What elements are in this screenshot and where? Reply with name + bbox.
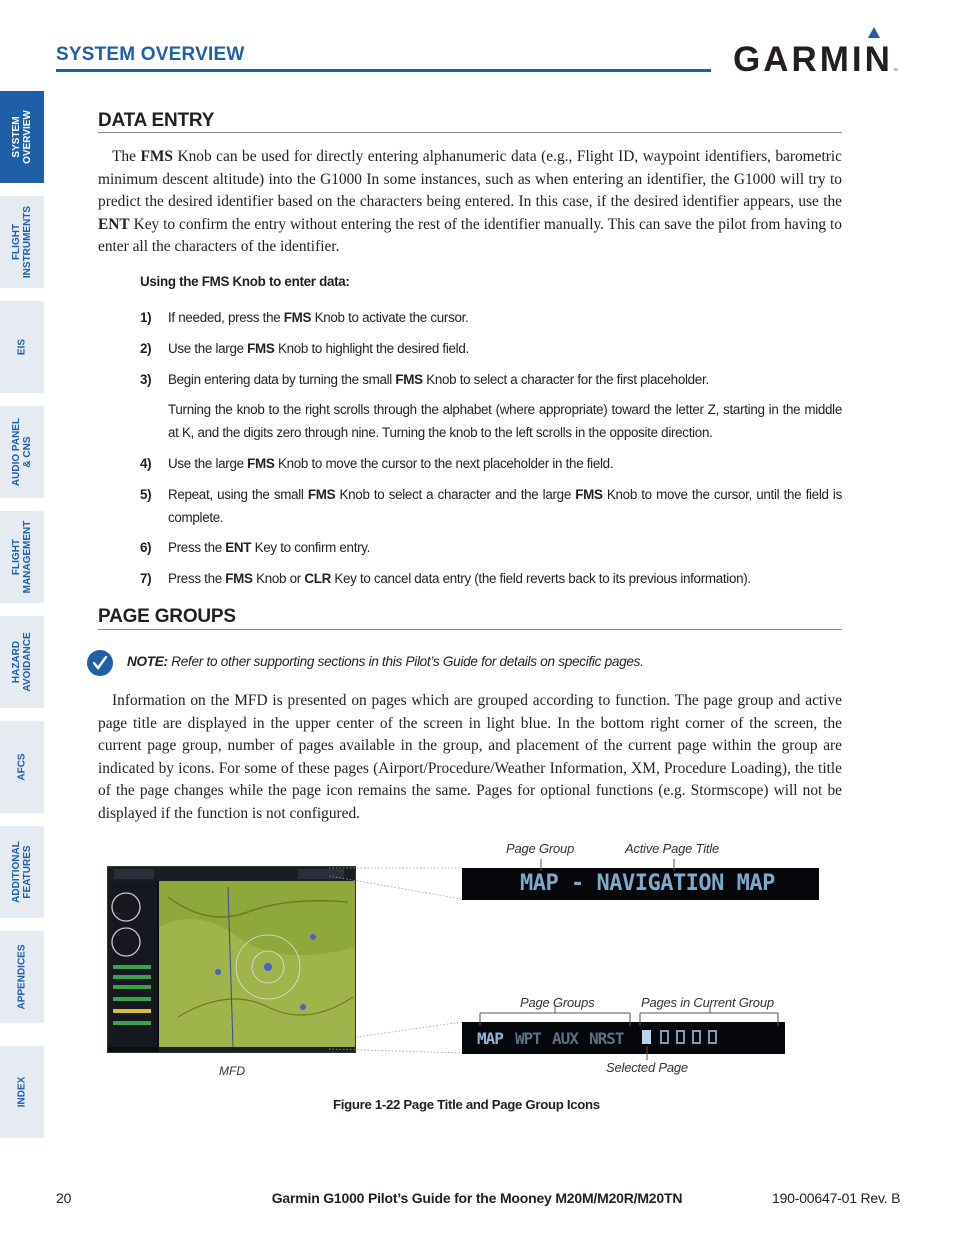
step-3-detail: Turning the knob to the right scrolls through the alphabet (where appropriate) toward the letter Z, starting in the middle at K, and the digits zero through nine. Turning the knob to the left scrolls in the opposite direction.: [168, 402, 842, 440]
doc-number: 190-00647-01 Rev. B: [772, 1190, 901, 1206]
active-page-title-label: Active Page Title: [625, 841, 720, 856]
heading-rule: [98, 629, 842, 630]
tab-label: APPENDICES: [16, 944, 28, 1010]
garmin-triangle-icon: [868, 27, 880, 38]
tab-hazard-avoidance[interactable]: [0, 616, 45, 708]
tab-eis[interactable]: [0, 301, 45, 393]
header-rule: [56, 69, 711, 72]
note-text: NOTE: Refer to other supporting sections in this Pilot’s Guide for details on specific pages.: [127, 654, 644, 669]
page-icon: [708, 1030, 717, 1044]
tab-system-overview[interactable]: [0, 91, 45, 183]
tab-additional-features[interactable]: [0, 826, 45, 918]
group-wpt: WPT: [515, 1029, 541, 1048]
step-1: 1) If needed, press the FMS Knob to activate the cursor.: [140, 310, 469, 325]
tab-label: AUDIO PANEL & CNS: [11, 417, 33, 487]
tab-label: FLIGHT INSTRUMENTS: [11, 205, 33, 279]
step-3: 3) Begin entering data by turning the small FMS Knob to select a character for the first placeholder.: [140, 372, 709, 387]
tab-flight-management[interactable]: [0, 511, 45, 603]
svg-text:™: ™: [893, 68, 898, 74]
note-check-icon: [87, 650, 113, 676]
garmin-wordmark: GARMIN: [733, 40, 893, 76]
step-5: 5) Repeat, using the small FMS Knob to select a character and the large FMS Knob to move the cursor, until the field is complete.: [140, 487, 842, 525]
tab-audio-panel-cns[interactable]: [0, 406, 45, 498]
page-icon-selected: [642, 1030, 651, 1044]
step-7: 7) Press the FMS Knob or CLR Key to cancel data entry (the field reverts back to its previous information).: [140, 571, 751, 586]
tab-index[interactable]: [0, 1046, 45, 1138]
data-entry-paragraph: The FMS Knob can be used for directly entering alphanumeric data (e.g., Flight ID, waypoint identifiers, barometric minimum descent altitude) into the G1000 In some instances, such as when entering an identifier, the G1000 will try to predict the desired identifier based on the characters being entered. In this case, if the desired identifier appears, use the ENT Key to confirm the entry without entering the rest of the identifier manually. This can save the pilot from having to enter all the characters of the identifier.: [98, 148, 842, 256]
footer-title: Garmin G1000 Pilot’s Guide for the Mooney M20M/M20R/M20TN: [271, 1190, 683, 1206]
garmin-logo: [733, 24, 901, 76]
tab-label: INDEX: [16, 1076, 28, 1108]
mfd-screen-image: [107, 866, 356, 1053]
page-icon: [676, 1030, 685, 1044]
page-icon: [660, 1030, 669, 1044]
page-title-text: MAP - NAVIGATION MAP: [520, 871, 775, 896]
page-groups-label: Page Groups: [520, 995, 595, 1010]
group-nrst: NRST: [589, 1029, 624, 1048]
data-entry-heading: DATA ENTRY: [98, 110, 215, 131]
heading-rule: [98, 132, 842, 133]
group-map: MAP: [477, 1029, 503, 1048]
tab-label: ADDITIONAL FEATURES: [11, 841, 33, 903]
tab-afcs[interactable]: [0, 721, 45, 813]
pages-in-current-group-label: Pages in Current Group: [641, 995, 774, 1010]
section-header: SYSTEM OVERVIEW: [56, 44, 245, 65]
step-2: 2) Use the large FMS Knob to highlight the desired field.: [140, 341, 469, 356]
step-4: 4) Use the large FMS Knob to move the cursor to the next placeholder in the field.: [140, 456, 614, 471]
tab-appendices[interactable]: [0, 931, 45, 1023]
page-icon: [692, 1030, 701, 1044]
page-group-bar: [462, 1022, 785, 1054]
step-6: 6) Press the ENT Key to confirm entry.: [140, 540, 371, 555]
tab-label: AFCS: [16, 753, 28, 781]
page-group-label: Page Group: [506, 841, 575, 856]
steps-title: Using the FMS Knob to enter data:: [140, 274, 350, 289]
selected-page-label: Selected Page: [606, 1060, 688, 1075]
page-title-bar: [462, 868, 819, 900]
tab-label: SYSTEM OVERVIEW: [11, 110, 33, 164]
tab-label: EIS: [16, 338, 28, 356]
figure-caption: Figure 1-22 Page Title and Page Group Icons: [333, 1097, 600, 1112]
group-aux: AUX: [552, 1029, 578, 1048]
mfd-label: MFD: [219, 1064, 245, 1078]
tab-label: FLIGHT MANAGEMENT: [11, 520, 33, 594]
page-groups-heading: PAGE GROUPS: [98, 606, 236, 627]
tab-label: HAZARD AVOIDANCE: [11, 632, 33, 692]
page-groups-paragraph: Information on the MFD is presented on pages which are grouped according to function. The page group and active page title are displayed in the upper center of the screen in light blue. In the bottom right corner of the screen, the current page group, number of pages available in the group, and placement of the current page within the group are indicated by icons. For some of these pages (Airport/Procedure/Weather Information, XM, Procedure Loading), the title of the page changes while the page icon remains the same. Pages for optional functions (e.g. Stormscope) will not be displayed if the function is not configured.: [98, 692, 842, 822]
page-number: 20: [56, 1190, 72, 1206]
tab-flight-instruments[interactable]: [0, 196, 45, 288]
